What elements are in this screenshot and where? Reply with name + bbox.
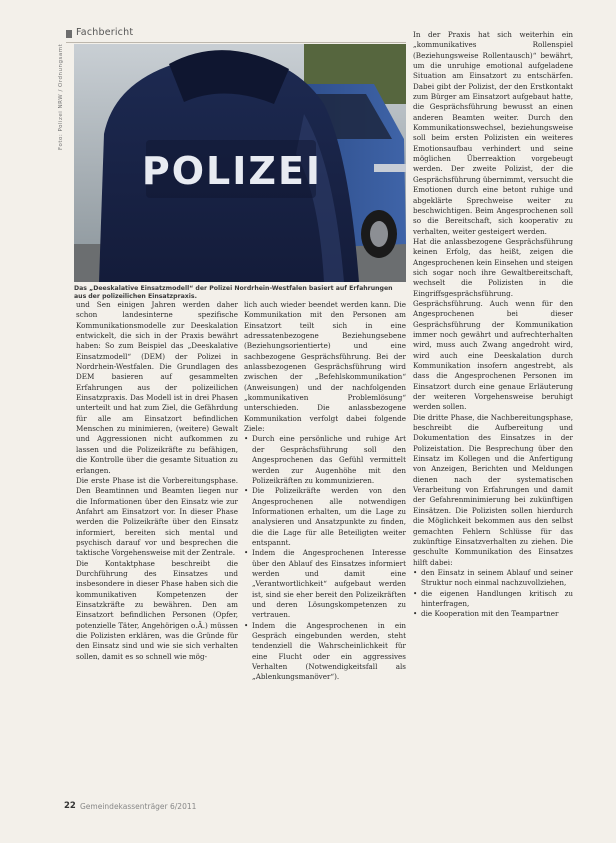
police-photo [74, 44, 406, 282]
paragraph: Die Kontaktphase beschreibt die Durchführung des Einsatzes und insbesondere in dieser Phase haben sich die kommunikativen Kompetenzen der Einsatzkräfte zu bewähren. Den am Einsatzort befindlichen Personen (Opfer, potenzielle Täter, Angehörigen o.Ä.) müssen die Polizisten erklären, was die Gründe für den Einsatz sind und wie sie sich verhalten sollen, damit es so schnell wie mög- [76, 558, 238, 661]
caption-rest: der polizeilichen Einsatzpraxis. [88, 293, 197, 301]
paragraph: Hat die anlassbezogene Gesprächsführung keinen Erfolg, das heißt, zeigen die Angesprochenen kein Einsehen und steigen sich sogar noch ihre Gewaltbereitschaft, wechselt die Polizisten in die Eingriffsgesprächsführung. Gesprächsführung. Auch wenn für den Angesprochenen bei dieser Gesprächsführung der Kommunikation immer noch gewährt und aufrechterhalten wird, muss auch Zwang angedroht wird, wird auch eine Deeskalation durch Kommunikation insofern angestrebt, als dass die Angesprochenen Personen im Einsatzort durch eine genaue Erläuterung der weiteren Vorgehensweise beruhigt werden sollen. [413, 236, 573, 412]
bullet-item: • Durch eine persönliche und ruhige Art der Gesprächsführung soll den Angesprochenen das Gefühl vermittelt werden zur Augenhöhe mit den Polizeikräften zu kommunizieren. [244, 434, 406, 486]
paragraph: In der Praxis hat sich weiterhin ein „kommunikatives Rollenspiel (Beziehungsweise Rollentausch)“ bewährt, um die unruhige emotional aufgeladene Situation am Einsatzort zu entschärfen. Dabei gibt der Polizist, der den Erstkontakt zum Bürger am Einsatzort aufgebaut hatte, die Gesprächsführung bewusst an einen anderen Beamten weiter. Durch den Kommunikationswechsel, beziehungsweise soll beim ersten Polizisten ein weiteres Emotionsaufbau verhindert und seine möglichen Überreaktion vorgebeugt werden. Der zweite Polizist, der die Gesprächsführung übernimmt, versucht die Emotionen durch eine betont ruhige und abgeklärte Sprechweise weiter zu beschwichtigen. Beim Angesprochenen soll so die Bereitschaft, sich kooperativ zu verhalten, weiter gesteigert werden. [413, 30, 573, 236]
page-number: 22 [64, 801, 76, 811]
polizei-vest-text: POLIZEI [141, 149, 323, 193]
photo-credit: Foto: Polizei NRW / Ordnungsamt [58, 43, 64, 150]
text-column-1 [76, 300, 238, 662]
bullet-item: • Indem die Angesprochenen Interesse über den Ablauf des Einsatzes informiert werden und damit eine „Verantwortlichkeit“ aufgebaut werden ist, sind sie eher bereit den Polizeikräften und deren Lösungskompetenzen zu vertrauen. [244, 548, 406, 620]
bullet-item: • Indem die Angesprochenen in ein Gespräch eingebunden werden, steht tendenziell die Wahrscheinlichkeit für eine Flucht oder ein aggressives Verhalten (Notwendigkeitsfall als „Ablenkungsmanöver“). [244, 621, 406, 683]
paragraph: Die dritte Phase, die Nachbereitungsphase, beschreibt die Aufbereitung und Dokumentation des Einsatzes in der Polizeistation. Die Besprechung über den Einsatz im Kollegen und die Anfertigung von Anzeigen, Berichten und Meldungen dienen nach der systematischen Verarbeitung von Erfahrungen und damit der Gefahrenminimierung bei zukünftigen Einsätzen. Die Polizisten sollen hierdurch die Möglichkeit bekommen aus den selbst gemachten Fehlern Schlüsse für das zukünftige Einsatzverhalten zu ziehen. Die geschulte Kommunikation des Einsatzes hilft dabei: [413, 412, 573, 567]
bullet-item: • den Einsatz in seinem Ablauf und seiner Struktur noch einmal nachzuvollziehen, [413, 568, 573, 589]
paragraph: und Sen einigen Jahren werden daher schon landesinterne spezifische Kommunikationsmodelle zur Deeskalation entwickelt, die sich in der Praxis bewährt haben: So zum Beispiel das „Deeskalative Einsatzmodell“ (DEM) der Polizei in Nordrhein-Westfalen. Die Grundlagen des DEM basieren auf gesammelten Erfahrungen aus der polizeilichen Einsatzpraxis. Das Modell ist in drei Phasen unterteilt und hat zum Ziel, die Gefährdung für alle am Einsatzort befindlichen Menschen zu minimieren, (weitere) Gewalt und Aggressionen nicht aufkommen zu lassen und die Polizeikräfte zu befähigen, die Kontrolle über die gesamte Situation zu erlangen. [76, 300, 238, 475]
header-rule [66, 42, 406, 43]
bullet-item: • Die Polizeikräfte werden von den Angesprochenen alle notwendigen Informationen erhalten, um die Lage zu analysieren und Ansatzpunkte zu finden, die die Lage für alle Beteiligten weiter entspannt. [244, 486, 406, 548]
photo-caption [74, 285, 404, 301]
police-officer-illustration [74, 44, 406, 282]
publication-name: Gemeindekassenträger 6/2011 [80, 802, 197, 811]
bullet-item: • die eigenen Handlungen kritisch zu hinterfragen, [413, 589, 573, 610]
bullet-item: • die Kooperation mit den Teampartner [413, 609, 573, 619]
caption-lead: Das „Deeskalative Einsatzmodell“ der Polizei Nordrhein-Westfalen basiert auf Erfahrungen aus [74, 285, 393, 301]
text-column-2 [244, 300, 406, 683]
section-label: Fachbericht [76, 27, 134, 38]
text-column-3 [413, 30, 573, 620]
section-marker [66, 30, 72, 38]
paragraph: lich auch wieder beendet werden kann. Die Kommunikation mit den Personen am Einsatzort teilt sich in eine adressatenbezogene Beziehungsebene (Beziehungsorientierte) und eine sachbezogene Gesprächsführung. Bei der anlassbezogenen Gesprächsführung wird zwischen der „Befehlskommunikation“ (Anweisungen) und der nachfolgenden „kommunikativen Problemlösung“ unterschieden. Die anlassbezogene Kommunikation verfolgt dabei folgende Ziele: [244, 300, 406, 434]
paragraph: Die erste Phase ist die Vorbereitungsphase. Den Beamtinnen und Beamten liegen nur die Informationen über den Einsatz wie zur Anfahrt am Einsatzort vor. In dieser Phase werden die Polizeikräfte über den Einsatz informiert, bereiten sich mental und psychisch darauf vor und besprechen die taktische Vorgehensweise mit der Zentrale. [76, 475, 238, 558]
